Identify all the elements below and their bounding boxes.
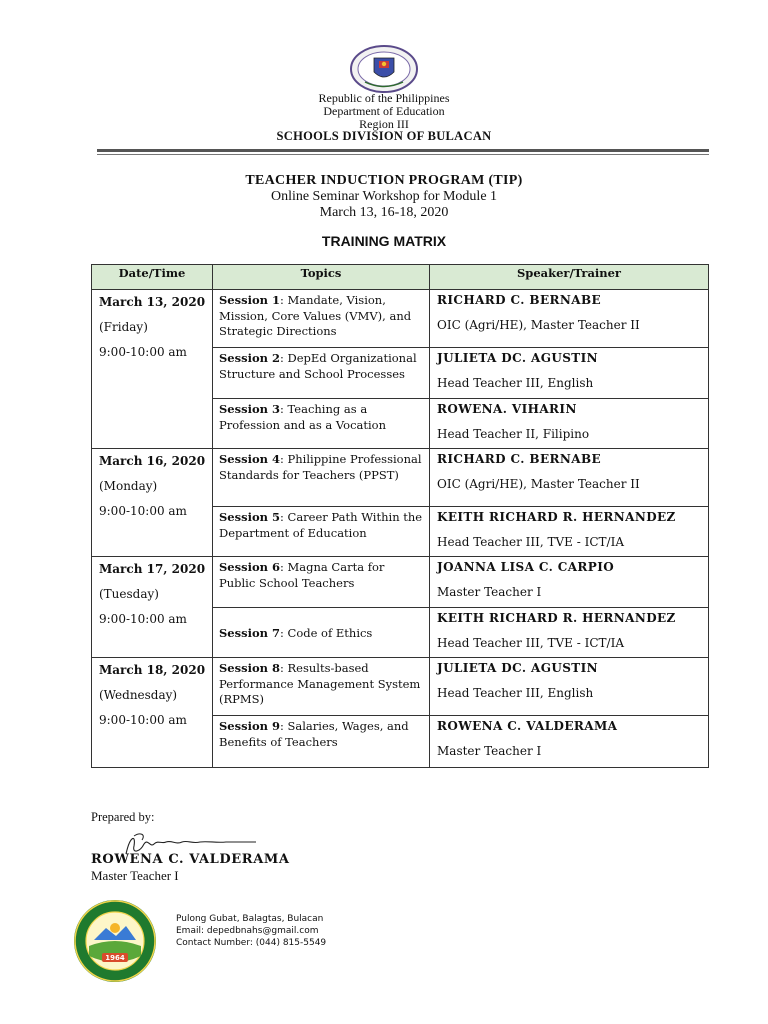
date-cell [92, 449, 213, 557]
speaker-name: RICHARD C. BERNABE [437, 452, 602, 466]
header-topics: Topics [213, 265, 430, 290]
speaker-name: JULIETA DC. AGUSTIN [437, 661, 599, 675]
session-topic: : Teaching as a Profession and as a Vocation [219, 402, 386, 432]
session-topic: : Mandate, Vision, Mission, Core Values (VMV), and Strategic Directions [219, 293, 412, 338]
session-label: Session 5 [219, 510, 280, 524]
speaker-cell [430, 557, 709, 608]
session-label: Session 1 [219, 293, 280, 307]
table-row [92, 557, 709, 608]
session-label: Session 8 [219, 661, 280, 675]
table-header-row [92, 265, 709, 290]
topic-cell [213, 557, 430, 608]
speaker-name: KEITH RICHARD R. HERNANDEZ [437, 611, 676, 625]
header-country: Republic of the Philippines [318, 91, 450, 105]
speaker-role: OIC (Agri/HE), Master Teacher II [437, 477, 640, 491]
speaker-name: JOANNA LISA C. CARPIO [437, 560, 615, 574]
preparer-role: Master Teacher I [91, 868, 179, 883]
topic-cell [213, 449, 430, 507]
day-weekday: (Wednesday) [99, 688, 178, 702]
speaker-role: Head Teacher III, English [437, 686, 594, 700]
speaker-cell [430, 348, 709, 399]
header-department: Department of Education [323, 104, 445, 118]
session-topic: : Philippine Professional Standards for Teachers (PPST) [219, 452, 422, 482]
session-topic: : Code of Ethics [279, 626, 373, 641]
speaker-cell [430, 716, 709, 768]
day-time: 9:00-10:00 am [99, 345, 187, 359]
speaker-cell [430, 507, 709, 557]
speaker-name: JULIETA DC. AGUSTIN [437, 351, 599, 365]
speaker-name: ROWENA C. VALDERAMA [437, 719, 618, 733]
day-date: March 13, 2020 [99, 295, 206, 309]
speaker-name: RICHARD C. BERNABE [437, 293, 602, 307]
speaker-role: Head Teacher III, TVE - ICT/IA [437, 535, 624, 549]
header-region: Region III [359, 117, 409, 131]
table-row [92, 290, 709, 348]
speaker-cell [430, 399, 709, 449]
day-date: March 18, 2020 [99, 663, 206, 677]
prepared-by-label: Prepared by: [91, 810, 155, 824]
speaker-role: Master Teacher I [437, 585, 542, 599]
date-cell [92, 290, 213, 449]
day-weekday: (Tuesday) [99, 587, 159, 601]
topic-cell [213, 716, 430, 768]
preparer-name: ROWENA C. VALDERAMA [91, 852, 290, 867]
training-matrix-title: TRAINING MATRIX [321, 233, 447, 249]
footer-email: Email: depedbnahs@gmail.com [176, 926, 319, 936]
session-topic: : Magna Carta for Public School Teachers [219, 560, 385, 590]
topic-cell [213, 399, 430, 449]
header-speaker-trainer: Speaker/Trainer [430, 265, 709, 290]
day-date: March 16, 2020 [99, 454, 206, 468]
session-topic: : Salaries, Wages, and Benefits of Teachers [219, 719, 409, 749]
table-row [92, 658, 709, 716]
day-time: 9:00-10:00 am [99, 612, 187, 626]
date-cell [92, 658, 213, 768]
session-topic: : Results-based Performance Management System (RPMS) [219, 661, 421, 706]
date-cell [92, 557, 213, 658]
speaker-role: Head Teacher II, Filipino [437, 427, 590, 441]
day-weekday: (Friday) [99, 320, 148, 334]
program-dates: March 13, 16-18, 2020 [319, 205, 449, 220]
speaker-cell [430, 290, 709, 348]
speaker-role: Master Teacher I [437, 744, 542, 758]
footer-contact: Contact Number: (044) 815-5549 [176, 938, 327, 948]
speaker-role: OIC (Agri/HE), Master Teacher II [437, 318, 640, 332]
topic-cell [213, 658, 430, 716]
day-date: March 17, 2020 [99, 562, 206, 576]
header-rule-thin [97, 154, 709, 155]
program-subtitle: Online Seminar Workshop for Module 1 [270, 189, 498, 204]
speaker-name: KEITH RICHARD R. HERNANDEZ [437, 510, 676, 524]
session-label: Session 7 [219, 626, 280, 641]
speaker-role: Head Teacher III, English [437, 376, 594, 390]
topic-cell [213, 348, 430, 399]
session-label: Session 9 [219, 719, 280, 733]
topic-cell [213, 608, 430, 658]
training-matrix-table [91, 264, 709, 768]
footer-address: Pulong Gubat, Balagtas, Bulacan [176, 914, 324, 924]
session-topic: : Career Path Within the Department of Education [219, 510, 423, 540]
logo-year: 1964 [105, 954, 125, 962]
header-division: SCHOOLS DIVISION OF BULACAN [276, 129, 492, 143]
header-rule [97, 149, 709, 152]
table-row [92, 449, 709, 507]
session-label: Session 3 [219, 402, 280, 416]
speaker-name: ROWENA. VIHARIN [437, 402, 577, 416]
speaker-cell [430, 449, 709, 507]
session-label: Session 6 [219, 560, 280, 574]
day-time: 9:00-10:00 am [99, 713, 187, 727]
day-time: 9:00-10:00 am [99, 504, 187, 518]
speaker-cell [430, 608, 709, 658]
session-label: Session 2 [219, 351, 280, 365]
speaker-role: Head Teacher III, TVE - ICT/IA [437, 636, 624, 650]
speaker-cell [430, 658, 709, 716]
program-title: TEACHER INDUCTION PROGRAM (TIP) [245, 173, 523, 188]
session-topic: : DepEd Organizational Structure and School Processes [219, 351, 417, 381]
header-date-time: Date/Time [92, 265, 213, 290]
deped-seal-logo [348, 44, 420, 94]
topic-cell [213, 507, 430, 557]
session-label: Session 4 [219, 452, 280, 466]
school-logo [72, 898, 158, 984]
day-weekday: (Monday) [99, 479, 158, 493]
topic-cell [213, 290, 430, 348]
